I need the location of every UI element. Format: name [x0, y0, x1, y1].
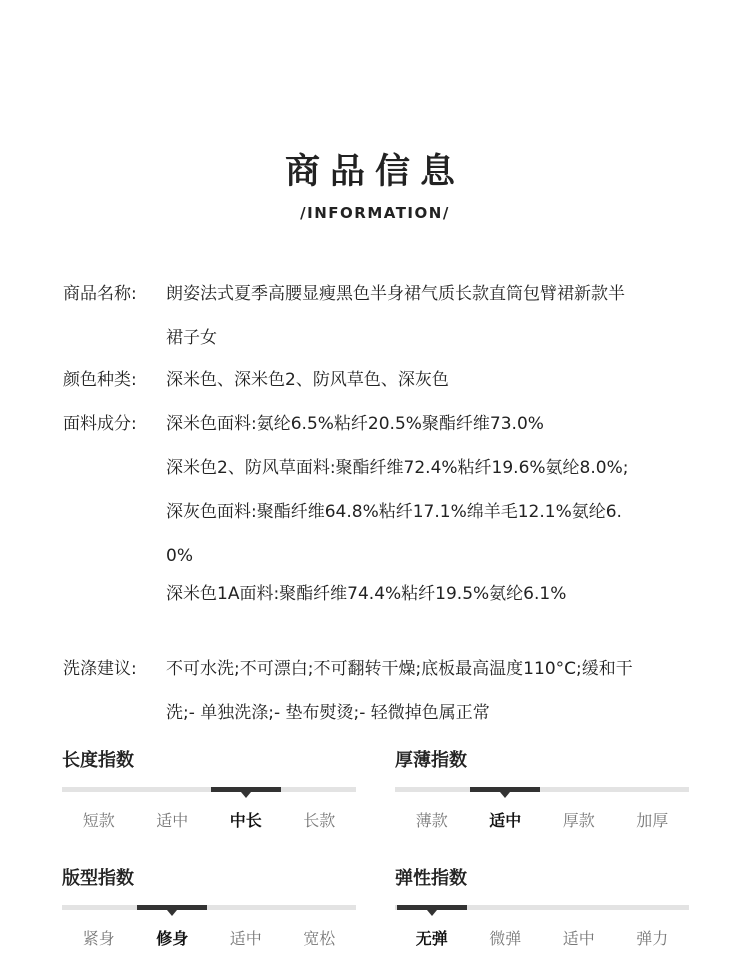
info-line: 深灰色面料:聚酯纤维64.8%粘纤17.1%绵羊毛12.1%氨纶6.	[166, 502, 622, 522]
info-line: 0%	[166, 546, 193, 566]
index-option: 无弹	[415, 929, 448, 948]
index-option: 薄款	[415, 811, 448, 830]
info-label: 面料成分:	[63, 414, 137, 434]
index-option: 适中	[489, 811, 522, 830]
index-option: 中长	[229, 811, 262, 830]
info-label: 颜色种类:	[63, 370, 137, 390]
index-option: 加厚	[636, 811, 669, 830]
index-option: 微弹	[489, 929, 522, 948]
info-line: 深米色1A面料:聚酯纤维74.4%粘纤19.5%氨纶6.1%	[166, 584, 567, 604]
index-pointer-icon	[427, 910, 437, 916]
index-options	[62, 808, 356, 832]
info-line: 深米色2、防风草面料:聚酯纤维72.4%粘纤19.6%氨纶8.0%;	[166, 458, 629, 478]
index-option: 厚款	[562, 811, 595, 830]
index-title: 版型指数	[62, 868, 134, 889]
index-option: 适中	[229, 929, 262, 948]
index-title: 厚薄指数	[395, 750, 467, 771]
index-pointer-icon	[241, 792, 251, 798]
info-label: 洗涤建议:	[63, 659, 137, 679]
index-options	[62, 926, 356, 950]
info-line: 朗姿法式夏季高腰显瘦黑色半身裙气质长款直筒包臂裙新款半	[166, 284, 625, 304]
index-option: 适中	[562, 929, 595, 948]
info-line: 洗;- 单独洗涤;- 垫布熨烫;- 轻微掉色属正常	[166, 703, 490, 723]
info-value	[166, 358, 696, 402]
info-line: 深米色面料:氨纶6.5%粘纤20.5%聚酯纤维73.0%	[166, 414, 544, 434]
page-title: 商品信息	[284, 152, 465, 192]
index-option: 修身	[156, 929, 189, 948]
page-subtitle: /INFORMATION/	[300, 204, 450, 222]
info-value	[166, 402, 696, 616]
index-option: 紧身	[82, 929, 115, 948]
info-label: 商品名称:	[63, 284, 137, 304]
index-bar	[395, 787, 689, 792]
index-option: 长款	[303, 811, 336, 830]
info-line: 裙子女	[166, 328, 217, 348]
index-title: 长度指数	[62, 750, 134, 771]
index-bar	[62, 787, 356, 792]
info-value	[166, 272, 696, 360]
info-line: 深米色、深米色2、防风草色、深灰色	[166, 370, 449, 390]
index-option: 短款	[82, 811, 115, 830]
index-pointer-icon	[167, 910, 177, 916]
info-line: 不可水洗;不可漂白;不可翻转干燥;底板最高温度110°C;缓和干	[166, 659, 633, 679]
index-options	[395, 808, 689, 832]
index-title: 弹性指数	[395, 868, 467, 889]
index-bar	[62, 905, 356, 910]
index-options	[395, 926, 689, 950]
index-pointer-icon	[500, 792, 510, 798]
index-option: 弹力	[636, 929, 669, 948]
index-option: 宽松	[303, 929, 336, 948]
index-bar	[395, 905, 689, 910]
info-value	[166, 647, 696, 735]
index-option: 适中	[156, 811, 189, 830]
